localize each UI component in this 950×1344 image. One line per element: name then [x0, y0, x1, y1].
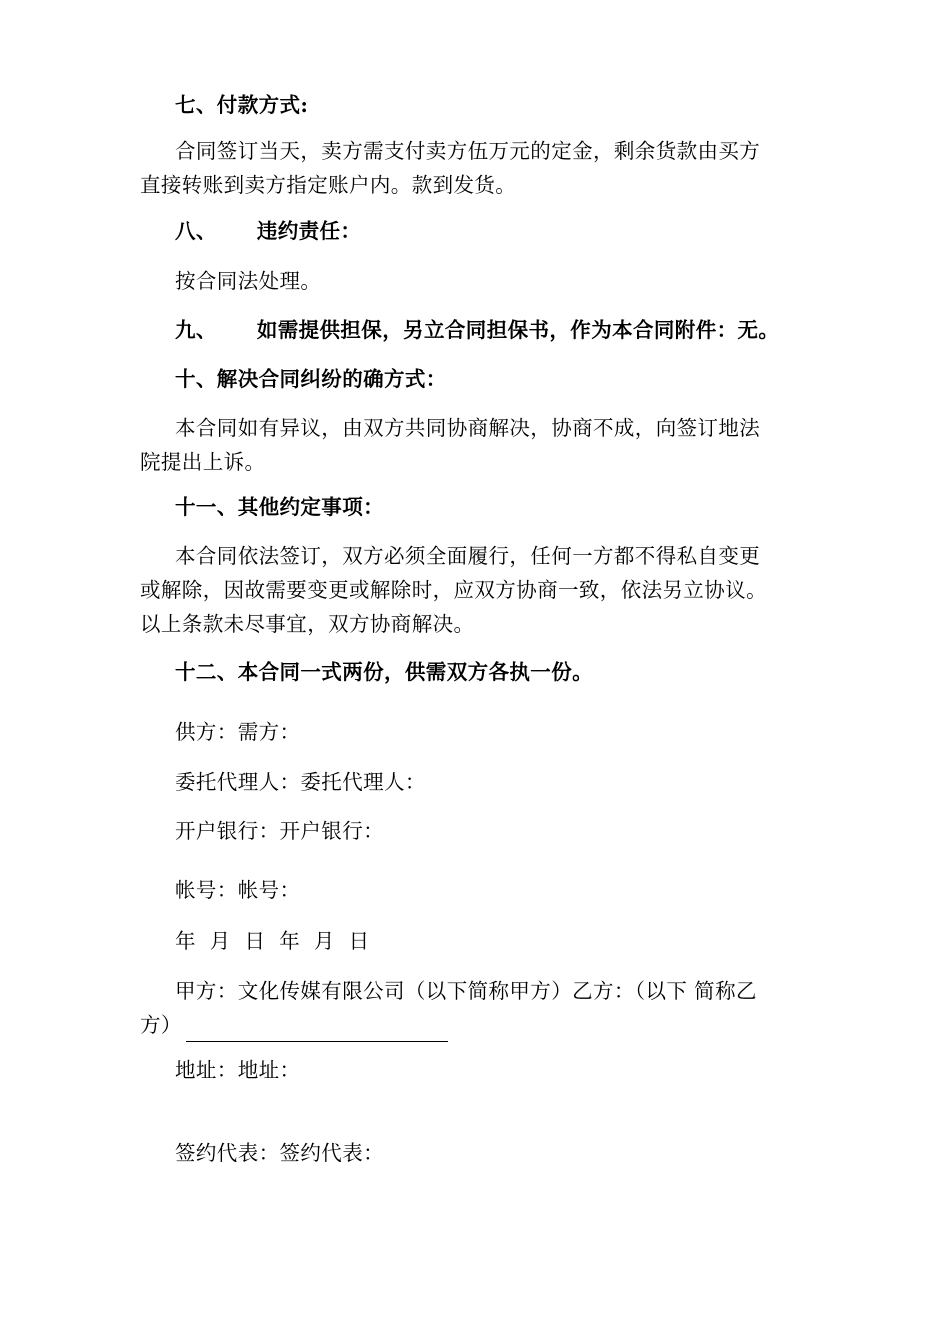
section-8-body: 按合同法处理。: [175, 269, 322, 293]
section-7-body-line-1: 合同签订当天，卖方需支付卖方伍万元的定金，剩余货款由买方: [175, 139, 761, 163]
section-10-title: 十、解决合同纠纷的确方式：: [175, 367, 447, 391]
party-a-line-2-row: [140, 1008, 448, 1042]
section-12-title: 十二、本合同一式两份，供需双方各执一份。: [175, 660, 593, 684]
section-9-number: 九、: [175, 318, 217, 342]
section-11-body-line-3: 以上条款未尽事宜，双方协商解决。: [140, 612, 475, 636]
party-a-line-2: 方）: [140, 1013, 182, 1037]
section-10-body-line-2: 院提出上诉。: [140, 450, 266, 474]
section-9-title-row: [175, 313, 779, 347]
blank-underline: [186, 1021, 448, 1042]
party-a-line-1: 甲方：文化传媒有限公司（以下简称甲方）乙方：（以下 简称乙: [175, 979, 757, 1003]
section-9-title: 如需提供担保，另立合同担保书，作为本合同附件：无。: [256, 318, 780, 342]
section-8-title: 违约责任：: [256, 219, 362, 243]
section-7-body-line-2: 直接转账到卖方指定账户内。款到发货。: [140, 173, 517, 197]
address-line: 地址：地址：: [175, 1058, 301, 1082]
section-7-title: 七、付款方式:: [175, 93, 309, 117]
bank-line: 开户银行：开户银行：: [175, 819, 384, 843]
section-8-number: 八、: [175, 219, 217, 243]
section-11-body-line-2: 或解除，因故需要变更或解除时，应双方协商一致，依法另立协议。: [140, 578, 767, 602]
agent-line: 委托代理人：委托代理人：: [175, 770, 426, 794]
account-line: 帐号：帐号：: [175, 878, 301, 902]
parties-line: 供方：需方：: [175, 720, 301, 744]
section-11-title: 十一、其他约定事项：: [175, 495, 384, 519]
section-10-body-line-1: 本合同如有异议，由双方共同协商解决，协商不成，向签订地法: [175, 416, 761, 440]
section-11-body-line-1: 本合同依法签订，双方必须全面履行，任何一方都不得私自变更: [175, 544, 761, 568]
representative-line: 签约代表：签约代表：: [175, 1141, 384, 1165]
date-line: 年 月 日 年 月 日: [175, 929, 370, 953]
section-8-title-row: [175, 214, 361, 248]
